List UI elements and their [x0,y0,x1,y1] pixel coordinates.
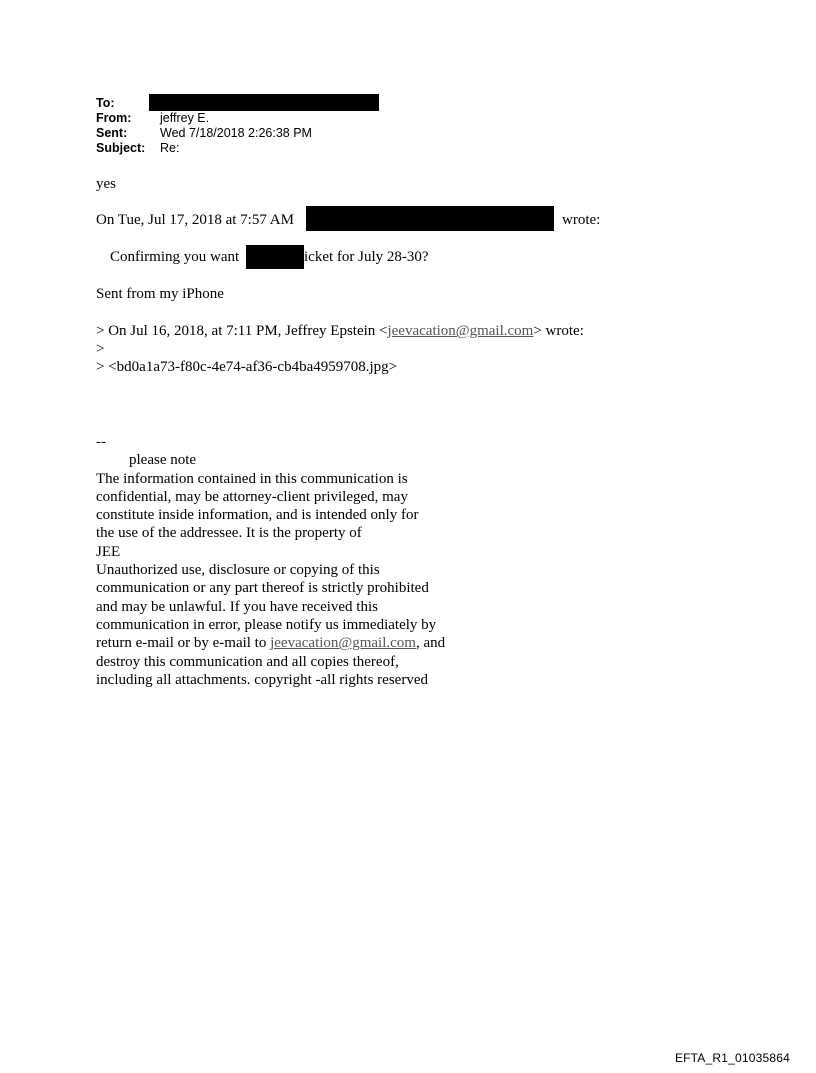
quote-intro-start: On Tue, Jul 17, 2018 at 7:57 AM [96,212,294,228]
return-suffix: , and [415,635,446,652]
disclaimer-line: including all attachments. copyright -all rights reserved [96,671,428,688]
from-label: From: [96,111,132,125]
nested-blank-line: > [96,341,105,357]
from-row [96,111,379,126]
return-prefix: return e-mail or by e-mail to [96,635,271,652]
redaction-block-recipient [149,94,379,111]
email-header [96,96,379,156]
sent-label: Sent: [96,126,128,140]
disclaimer-line: JEE [96,543,121,560]
from-value: jeffrey E. [160,111,210,125]
redaction-block-ticket [246,245,304,269]
nested-email-link[interactable]: jeevacation@gmail.com [387,323,534,339]
nested-attachment-line: > <bd0a1a73-f80c-4e74-af36-cb4ba4959708.jpg> [96,359,398,375]
quote-intro-end: wrote: [562,212,601,228]
subject-row [96,141,379,156]
nested-quote-prefix: > On Jul 16, 2018, at 7:11 PM, Jeffrey Epstein < [96,323,388,339]
redaction-block-sender [306,206,554,231]
disclaimer-line: destroy this communication and all copies thereof, [96,653,399,670]
disclaimer-block [96,433,445,689]
to-row [96,96,379,111]
disclaimer-line: The information contained in this communication is [96,470,408,487]
disclaimer-line: communication in error, please notify us immediately by [96,616,437,633]
nested-quote-line [96,322,584,340]
disclaimer-line: confidential, may be attorney-client privileged, may [96,488,408,505]
disclaimer-line: and may be unlawful. If you have received this [96,598,378,615]
disclaimer-return-line [96,634,445,652]
disclaimer-email-link[interactable]: jeevacation@gmail.com [270,635,416,652]
disclaimer-line: communication or any part thereof is strictly prohibited [96,580,429,597]
reply-text: yes [96,176,116,192]
subject-value: Re: [160,141,180,155]
disclaimer-note: please note [129,452,197,469]
confirm-end: icket for July 28-30? [304,249,429,265]
disclaimer-line: constitute inside information, and is intended only for [96,507,419,524]
confirm-start: Confirming you want [110,249,240,265]
nested-quote-suffix: > wrote: [533,323,584,339]
document-id: EFTA_R1_01035864 [674,1051,790,1065]
subject-label: Subject: [96,141,146,155]
signature-separator: -- [96,434,106,450]
quote-intro-end-wrap [554,211,600,229]
sent-row [96,126,379,141]
disclaimer-line: the use of the addressee. It is the property of [96,525,362,542]
to-label: To: [96,96,115,110]
quote-intro-line [96,211,294,229]
disclaimer-line: Unauthorized use, disclosure or copying of this [96,562,380,579]
sent-value: Wed 7/18/2018 2:26:38 PM [160,126,312,140]
signature-line: Sent from my iPhone [96,286,224,302]
